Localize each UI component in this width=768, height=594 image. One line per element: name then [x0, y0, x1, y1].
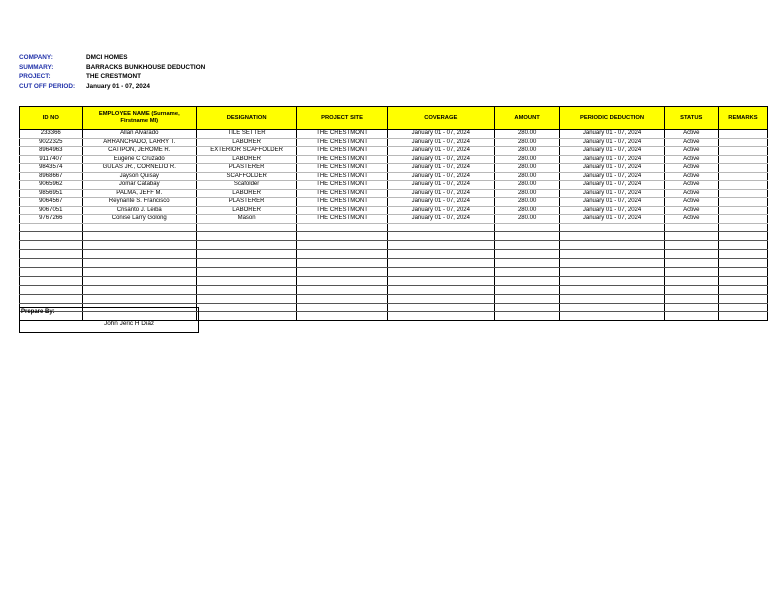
cell-coverage: January 01 - 07, 2024: [387, 130, 494, 139]
empty-row: [20, 241, 768, 250]
cell-designation: Scafolder: [196, 181, 296, 190]
empty-cell: [494, 250, 560, 259]
cutoff-value: January 01 - 07, 2024: [86, 82, 150, 90]
cell-periodic-deduction: January 01 - 07, 2024: [560, 181, 664, 190]
empty-cell: [560, 250, 664, 259]
cell-remarks: [718, 138, 767, 147]
empty-cell: [196, 259, 296, 268]
empty-cell: [664, 267, 718, 276]
cell-amount: 280.00: [494, 198, 560, 207]
cell-employee-name: Allan Alvarado: [82, 130, 196, 139]
empty-cell: [196, 294, 296, 303]
cell-employee-name: Reynante S. Francisco: [82, 198, 196, 207]
empty-row: [20, 294, 768, 303]
empty-cell: [664, 276, 718, 285]
cell-project-site: THE CRESTMONT: [297, 198, 388, 207]
cell-remarks: [718, 155, 767, 164]
cell-status: Active: [664, 215, 718, 224]
empty-cell: [387, 267, 494, 276]
empty-cell: [196, 232, 296, 241]
empty-cell: [664, 232, 718, 241]
empty-cell: [560, 267, 664, 276]
cell-coverage: January 01 - 07, 2024: [387, 198, 494, 207]
cell-status: Active: [664, 155, 718, 164]
empty-cell: [560, 312, 664, 321]
empty-cell: [196, 250, 296, 259]
project-row: [19, 72, 205, 82]
column-header-id: ID NO: [20, 107, 83, 130]
cell-coverage: January 01 - 07, 2024: [387, 206, 494, 215]
empty-cell: [297, 303, 388, 312]
summary-row: [19, 63, 205, 73]
cell-project-site: THE CRESTMONT: [297, 189, 388, 198]
cell-id: 9067051: [20, 206, 83, 215]
cell-coverage: January 01 - 07, 2024: [387, 189, 494, 198]
table-row: [20, 206, 768, 215]
column-header-designation: DESIGNATION: [196, 107, 296, 130]
empty-cell: [297, 267, 388, 276]
table-row: [20, 130, 768, 139]
summary-value: BARRACKS BUNKHOUSE DEDUCTION: [86, 63, 206, 71]
empty-cell: [20, 250, 83, 259]
empty-cell: [82, 223, 196, 232]
column-header-row: [20, 107, 768, 130]
empty-cell: [494, 223, 560, 232]
cell-project-site: THE CRESTMONT: [297, 155, 388, 164]
column-header-amount: AMOUNT: [494, 107, 560, 130]
cell-id: 9843574: [20, 164, 83, 173]
empty-cell: [82, 241, 196, 250]
cell-periodic-deduction: January 01 - 07, 2024: [560, 172, 664, 181]
empty-cell: [20, 294, 83, 303]
empty-cell: [494, 303, 560, 312]
empty-cell: [494, 267, 560, 276]
cell-project-site: THE CRESTMONT: [297, 172, 388, 181]
cell-amount: 280.00: [494, 147, 560, 156]
cell-status: Active: [664, 206, 718, 215]
empty-cell: [297, 250, 388, 259]
empty-cell: [560, 232, 664, 241]
cell-amount: 280.00: [494, 181, 560, 190]
prepared-by-box: [19, 307, 199, 333]
empty-cell: [387, 250, 494, 259]
empty-cell: [718, 250, 767, 259]
cell-project-site: THE CRESTMONT: [297, 215, 388, 224]
prepared-by-label: Prepare By:: [21, 309, 55, 315]
empty-cell: [560, 303, 664, 312]
empty-cell: [560, 241, 664, 250]
empty-cell: [387, 223, 494, 232]
cell-periodic-deduction: January 01 - 07, 2024: [560, 155, 664, 164]
empty-cell: [494, 294, 560, 303]
empty-cell: [718, 294, 767, 303]
table-row: [20, 155, 768, 164]
cell-designation: PLASTERER: [196, 198, 296, 207]
cell-amount: 280.00: [494, 215, 560, 224]
cell-id: 9856951: [20, 189, 83, 198]
empty-cell: [297, 232, 388, 241]
empty-cell: [196, 312, 296, 321]
empty-cell: [387, 303, 494, 312]
cell-designation: TILE SETTER: [196, 130, 296, 139]
cell-id: 9117407: [20, 155, 83, 164]
cell-employee-name: Jomar Catabay: [82, 181, 196, 190]
cell-amount: 280.00: [494, 172, 560, 181]
empty-row: [20, 285, 768, 294]
empty-cell: [664, 285, 718, 294]
cell-status: Active: [664, 130, 718, 139]
table-body: [20, 130, 768, 321]
empty-cell: [664, 303, 718, 312]
empty-cell: [20, 223, 83, 232]
empty-row: [20, 223, 768, 232]
empty-cell: [560, 259, 664, 268]
cell-amount: 280.00: [494, 138, 560, 147]
empty-cell: [82, 259, 196, 268]
empty-row: [20, 276, 768, 285]
cell-project-site: THE CRESTMONT: [297, 164, 388, 173]
empty-cell: [718, 259, 767, 268]
cell-remarks: [718, 215, 767, 224]
cell-id: 9064567: [20, 198, 83, 207]
company-value: DMCI HOMES: [86, 54, 128, 62]
cell-remarks: [718, 172, 767, 181]
cell-periodic-deduction: January 01 - 07, 2024: [560, 130, 664, 139]
empty-cell: [664, 241, 718, 250]
report-header: [19, 53, 205, 91]
empty-cell: [82, 294, 196, 303]
empty-cell: [297, 294, 388, 303]
empty-cell: [82, 250, 196, 259]
cell-remarks: [718, 164, 767, 173]
empty-cell: [664, 259, 718, 268]
empty-cell: [664, 294, 718, 303]
cell-remarks: [718, 130, 767, 139]
cell-designation: SCAFFOLDER: [196, 172, 296, 181]
empty-cell: [664, 250, 718, 259]
cell-employee-name: CATIPON, JEROME R.: [82, 147, 196, 156]
empty-row: [20, 232, 768, 241]
empty-cell: [196, 276, 296, 285]
cell-designation: EXTERIOR SCAFFOLDER: [196, 147, 296, 156]
cell-project-site: THE CRESTMONT: [297, 138, 388, 147]
empty-cell: [297, 276, 388, 285]
empty-cell: [664, 223, 718, 232]
empty-cell: [494, 312, 560, 321]
company-label: COMPANY:: [19, 54, 53, 62]
empty-row: [20, 267, 768, 276]
table-row: [20, 189, 768, 198]
empty-cell: [560, 294, 664, 303]
empty-cell: [718, 303, 767, 312]
empty-cell: [82, 276, 196, 285]
empty-cell: [297, 312, 388, 321]
cell-periodic-deduction: January 01 - 07, 2024: [560, 138, 664, 147]
cell-remarks: [718, 206, 767, 215]
empty-cell: [387, 276, 494, 285]
cell-designation: LABORER: [196, 138, 296, 147]
cell-remarks: [718, 198, 767, 207]
project-label: PROJECT:: [19, 73, 51, 81]
empty-row: [20, 250, 768, 259]
table-row: [20, 138, 768, 147]
empty-cell: [196, 223, 296, 232]
column-header-status: STATUS: [664, 107, 718, 130]
project-value: THE CRESTMONT: [86, 73, 142, 81]
empty-cell: [494, 241, 560, 250]
cell-project-site: THE CRESTMONT: [297, 181, 388, 190]
cutoff-row: [19, 82, 205, 92]
cell-amount: 280.00: [494, 206, 560, 215]
cell-id: 9065962: [20, 181, 83, 190]
cell-employee-name: ARRANCHADO, LARRY T.: [82, 138, 196, 147]
empty-cell: [387, 232, 494, 241]
empty-cell: [718, 312, 767, 321]
table-row: [20, 164, 768, 173]
prepared-by-name: John Jeric H Diaz: [104, 320, 155, 327]
empty-cell: [196, 267, 296, 276]
empty-cell: [560, 285, 664, 294]
cell-amount: 280.00: [494, 130, 560, 139]
cell-status: Active: [664, 138, 718, 147]
summary-label: SUMMARY:: [19, 63, 54, 71]
empty-cell: [494, 285, 560, 294]
empty-cell: [718, 232, 767, 241]
table-row: [20, 198, 768, 207]
table-row: [20, 181, 768, 190]
empty-cell: [494, 276, 560, 285]
cell-coverage: January 01 - 07, 2024: [387, 164, 494, 173]
empty-cell: [82, 232, 196, 241]
empty-cell: [20, 276, 83, 285]
cell-periodic-deduction: January 01 - 07, 2024: [560, 215, 664, 224]
empty-cell: [20, 285, 83, 294]
cutoff-label: CUT OFF PERIOD:: [19, 82, 76, 90]
cell-remarks: [718, 147, 767, 156]
empty-cell: [196, 285, 296, 294]
cell-periodic-deduction: January 01 - 07, 2024: [560, 147, 664, 156]
cell-amount: 280.00: [494, 155, 560, 164]
cell-project-site: THE CRESTMONT: [297, 147, 388, 156]
cell-status: Active: [664, 164, 718, 173]
cell-designation: LABORER: [196, 155, 296, 164]
cell-coverage: January 01 - 07, 2024: [387, 172, 494, 181]
cell-amount: 280.00: [494, 189, 560, 198]
cell-status: Active: [664, 198, 718, 207]
column-header-coverage: COVERAGE: [387, 107, 494, 130]
company-row: [19, 53, 205, 63]
cell-status: Active: [664, 147, 718, 156]
empty-cell: [196, 241, 296, 250]
cell-id: 9022325: [20, 138, 83, 147]
cell-coverage: January 01 - 07, 2024: [387, 181, 494, 190]
cell-periodic-deduction: January 01 - 07, 2024: [560, 189, 664, 198]
cell-designation: Mason: [196, 215, 296, 224]
empty-cell: [20, 259, 83, 268]
column-header-periodic-deduction: PERIODIC DEDUCTION: [560, 107, 664, 130]
cell-employee-name: PALMA, JEFF M.: [82, 189, 196, 198]
empty-cell: [20, 232, 83, 241]
cell-id: 9767266: [20, 215, 83, 224]
cell-id: 8964963: [20, 147, 83, 156]
column-header-project-site: PROJECT SITE: [297, 107, 388, 130]
cell-status: Active: [664, 172, 718, 181]
cell-project-site: THE CRESTMONT: [297, 130, 388, 139]
cell-id: 8968667: [20, 172, 83, 181]
cell-status: Active: [664, 189, 718, 198]
empty-cell: [297, 241, 388, 250]
empty-cell: [196, 303, 296, 312]
cell-periodic-deduction: January 01 - 07, 2024: [560, 164, 664, 173]
deduction-table: [19, 106, 768, 321]
empty-cell: [387, 241, 494, 250]
empty-cell: [718, 267, 767, 276]
empty-cell: [494, 232, 560, 241]
empty-cell: [82, 285, 196, 294]
empty-cell: [387, 285, 494, 294]
empty-cell: [297, 259, 388, 268]
empty-row: [20, 259, 768, 268]
empty-cell: [718, 241, 767, 250]
empty-cell: [664, 312, 718, 321]
empty-cell: [718, 223, 767, 232]
empty-cell: [494, 259, 560, 268]
empty-cell: [718, 285, 767, 294]
empty-cell: [297, 285, 388, 294]
table-row: [20, 147, 768, 156]
empty-cell: [560, 223, 664, 232]
column-header-remarks: REMARKS: [718, 107, 767, 130]
cell-designation: LABORER: [196, 206, 296, 215]
empty-cell: [387, 294, 494, 303]
cell-remarks: [718, 189, 767, 198]
empty-cell: [20, 241, 83, 250]
empty-cell: [560, 276, 664, 285]
empty-cell: [82, 267, 196, 276]
cell-project-site: THE CRESTMONT: [297, 206, 388, 215]
empty-cell: [297, 223, 388, 232]
cell-periodic-deduction: January 01 - 07, 2024: [560, 198, 664, 207]
column-header-employee-name: EMPLOYEE NAME (Surname, Firstname MI): [82, 107, 196, 130]
cell-designation: LABORER: [196, 189, 296, 198]
empty-cell: [387, 312, 494, 321]
cell-employee-name: GULAS JR., CORNELIO R.: [82, 164, 196, 173]
cell-coverage: January 01 - 07, 2024: [387, 155, 494, 164]
table-row: [20, 172, 768, 181]
cell-amount: 280.00: [494, 164, 560, 173]
cell-designation: PLASTERER: [196, 164, 296, 173]
cell-remarks: [718, 181, 767, 190]
empty-cell: [387, 259, 494, 268]
table-row: [20, 215, 768, 224]
cell-employee-name: Conise Larry Golong: [82, 215, 196, 224]
cell-id: 233366: [20, 130, 83, 139]
empty-cell: [718, 276, 767, 285]
cell-employee-name: Eugene C Cruzado: [82, 155, 196, 164]
cell-coverage: January 01 - 07, 2024: [387, 138, 494, 147]
cell-coverage: January 01 - 07, 2024: [387, 147, 494, 156]
cell-employee-name: Crisanto J. Leiba: [82, 206, 196, 215]
cell-periodic-deduction: January 01 - 07, 2024: [560, 206, 664, 215]
empty-cell: [20, 267, 83, 276]
cell-employee-name: Jayson Quisay: [82, 172, 196, 181]
cell-coverage: January 01 - 07, 2024: [387, 215, 494, 224]
cell-status: Active: [664, 181, 718, 190]
